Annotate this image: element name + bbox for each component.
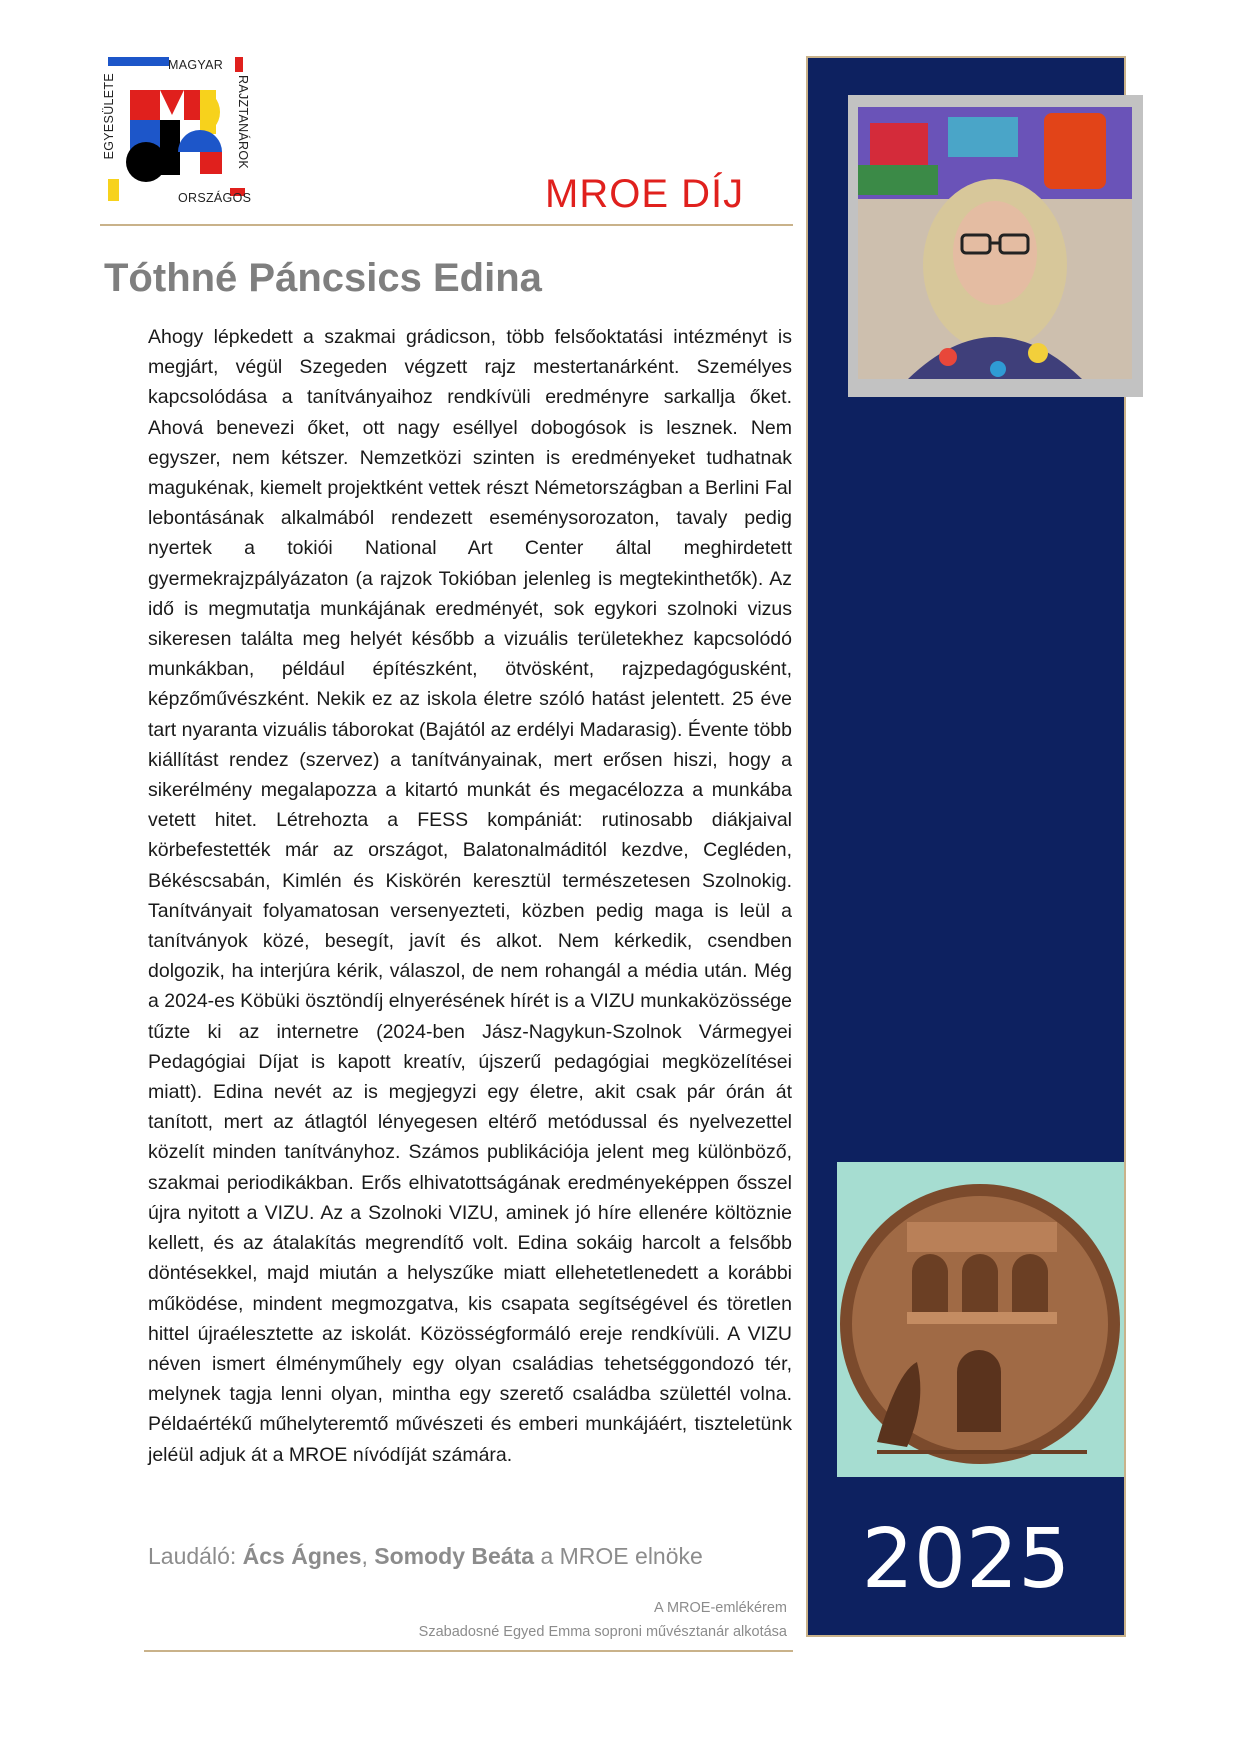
footer-divider xyxy=(144,1650,793,1652)
laudalo-name-2: Somody Beáta xyxy=(374,1543,535,1569)
logo-text-left: EGYESÜLETE xyxy=(102,73,116,160)
award-year: 2025 xyxy=(861,1512,1071,1607)
header-divider xyxy=(100,224,793,226)
medal-image xyxy=(837,1162,1124,1477)
award-title: MROE DÍJ xyxy=(545,172,745,216)
laudalo-line xyxy=(148,1543,703,1570)
mroe-logo xyxy=(102,57,252,207)
logo-text-top: MAGYAR xyxy=(168,58,224,72)
portrait-image xyxy=(848,95,1143,397)
logo-text-right: RAJZTANÁROK xyxy=(236,75,250,170)
portrait-photo xyxy=(848,95,1143,397)
medal-photo xyxy=(837,1162,1124,1477)
logo-text-bottom: ORSZÁGOS xyxy=(178,191,252,205)
laudalo-suffix: a MROE elnöke xyxy=(534,1543,703,1569)
awardee-name: Tóthné Páncsics Edina xyxy=(104,256,542,300)
laudation-text: Ahogy lépkedett a szakmai grádicson, több felsőoktatási intézményt is megjárt, végül Szegeden végzett rajz mestertanárként. Személyes kapcsolódása a tanítványaihoz rendkívüli eredményre sarkallja őket. Ahová benevezi őket, ott nagy eséllyel dobogósok is lesznek. Nem egyszer, nem kétszer. Nemzetközi szinten is eredményeket tudhatnak magukénak, kiemelt projektként vettek részt Németországban a Berlini Fal lebontásának alkalmából rendezett eseménysorozaton, tavaly pedig nyertek a tokiói National Art Center által meghirdetett gyermekrajzpályázaton (a rajzok Tokióban jelenleg is megtekinthetők). Az idő is megmutatja munkájának eredményét, sok egykori szolnoki vizus sikeresen találta meg helyét később a vizuális területekhez kapcsolódó munkákban, például építészként, ötvösként, rajzpedagógusként, képzőművészként. Nekik ez az iskola életre szóló hatást jelentett. 25 éve tart nyaranta vizuális táborokat (Bajától az erdélyi Madarasig). Évente több kiállítást rendez (szervez) a tanítványainak, mert erősen hiszi, hogy a sikerélmény megalapozza a kitartó munkát és megacélozza a munkába vetett hitet. Létrehozta a FESS kompániát: rutinosabb diákjaival körbefestették már az országot, Balatonalmáditól kezdve, Cegléden, Békéscsabán, Kimlén és Kiskörén keresztül természetesen Szolnokig. Tanítványait folyamatosan versenyezteti, közben pedig maga is leül a tanítványok közé, besegít, javít és alkot. Nem kérkedik, csendben dolgozik, ha interjúra kérik, válaszol, de nem rohangál a média után. Még a 2024-es Köbüki ösztöndíj elnyerésének hírét is a VIZU munkaközössége tűzte ki az internetre (2024-ben Jász-Nagykun-Szolnok Vármegyei Pedagógiai Díjat is kapott kreatív, újszerű pedagógiai megközelítései miatt). Edina nevét az is megjegyzi egy életre, akit csak pár órán át tanított, mert az átlagtól lényegesen eltérő metódussal és nyelvezettel közelít minden tanítványhoz. Számos publikációja jelent meg különböző, szakmai periodikákban. Erős elhivatottságának eredményeképpen ősszel újra nyitott a VIZU. Az a Szolnoki VIZU, aminek jó híre ellenére költöznie kellett, és az átalakítás megrendítő volt. Edina sokáig harcolt a felsőbb döntésekkel, majd miután a helyszűke miatt ellehetetlenedett a korábbi működése, mindent megmozgatva, kis csapata segítségével és töretlen hittel újraélesztette az iskolát. Közösségformáló ereje rendkívüli. A VIZU néven ismert élményműhely egy olyan családias tehetséggondozó tér, melynek tagja lenni olyan, mintha egy szerető családba születtél volna. Példaértékű műhelyteremtő művészeti és emberi munkájáért, tiszteletünk jeléül adjuk át a MROE nívódíját számára. xyxy=(148,326,792,1466)
mroe-logo-mark xyxy=(108,57,248,207)
medal-caption-author: Szabadosné Egyed Emma soproni művésztanár alkotása xyxy=(418,1624,787,1640)
laudalo-name-1: Ács Ágnes xyxy=(242,1543,362,1569)
laudalo-separator: , xyxy=(361,1543,375,1569)
laudalo-prefix: Laudáló: xyxy=(148,1543,243,1569)
medal-caption-title: A MROE-emlékérem xyxy=(654,1600,787,1616)
